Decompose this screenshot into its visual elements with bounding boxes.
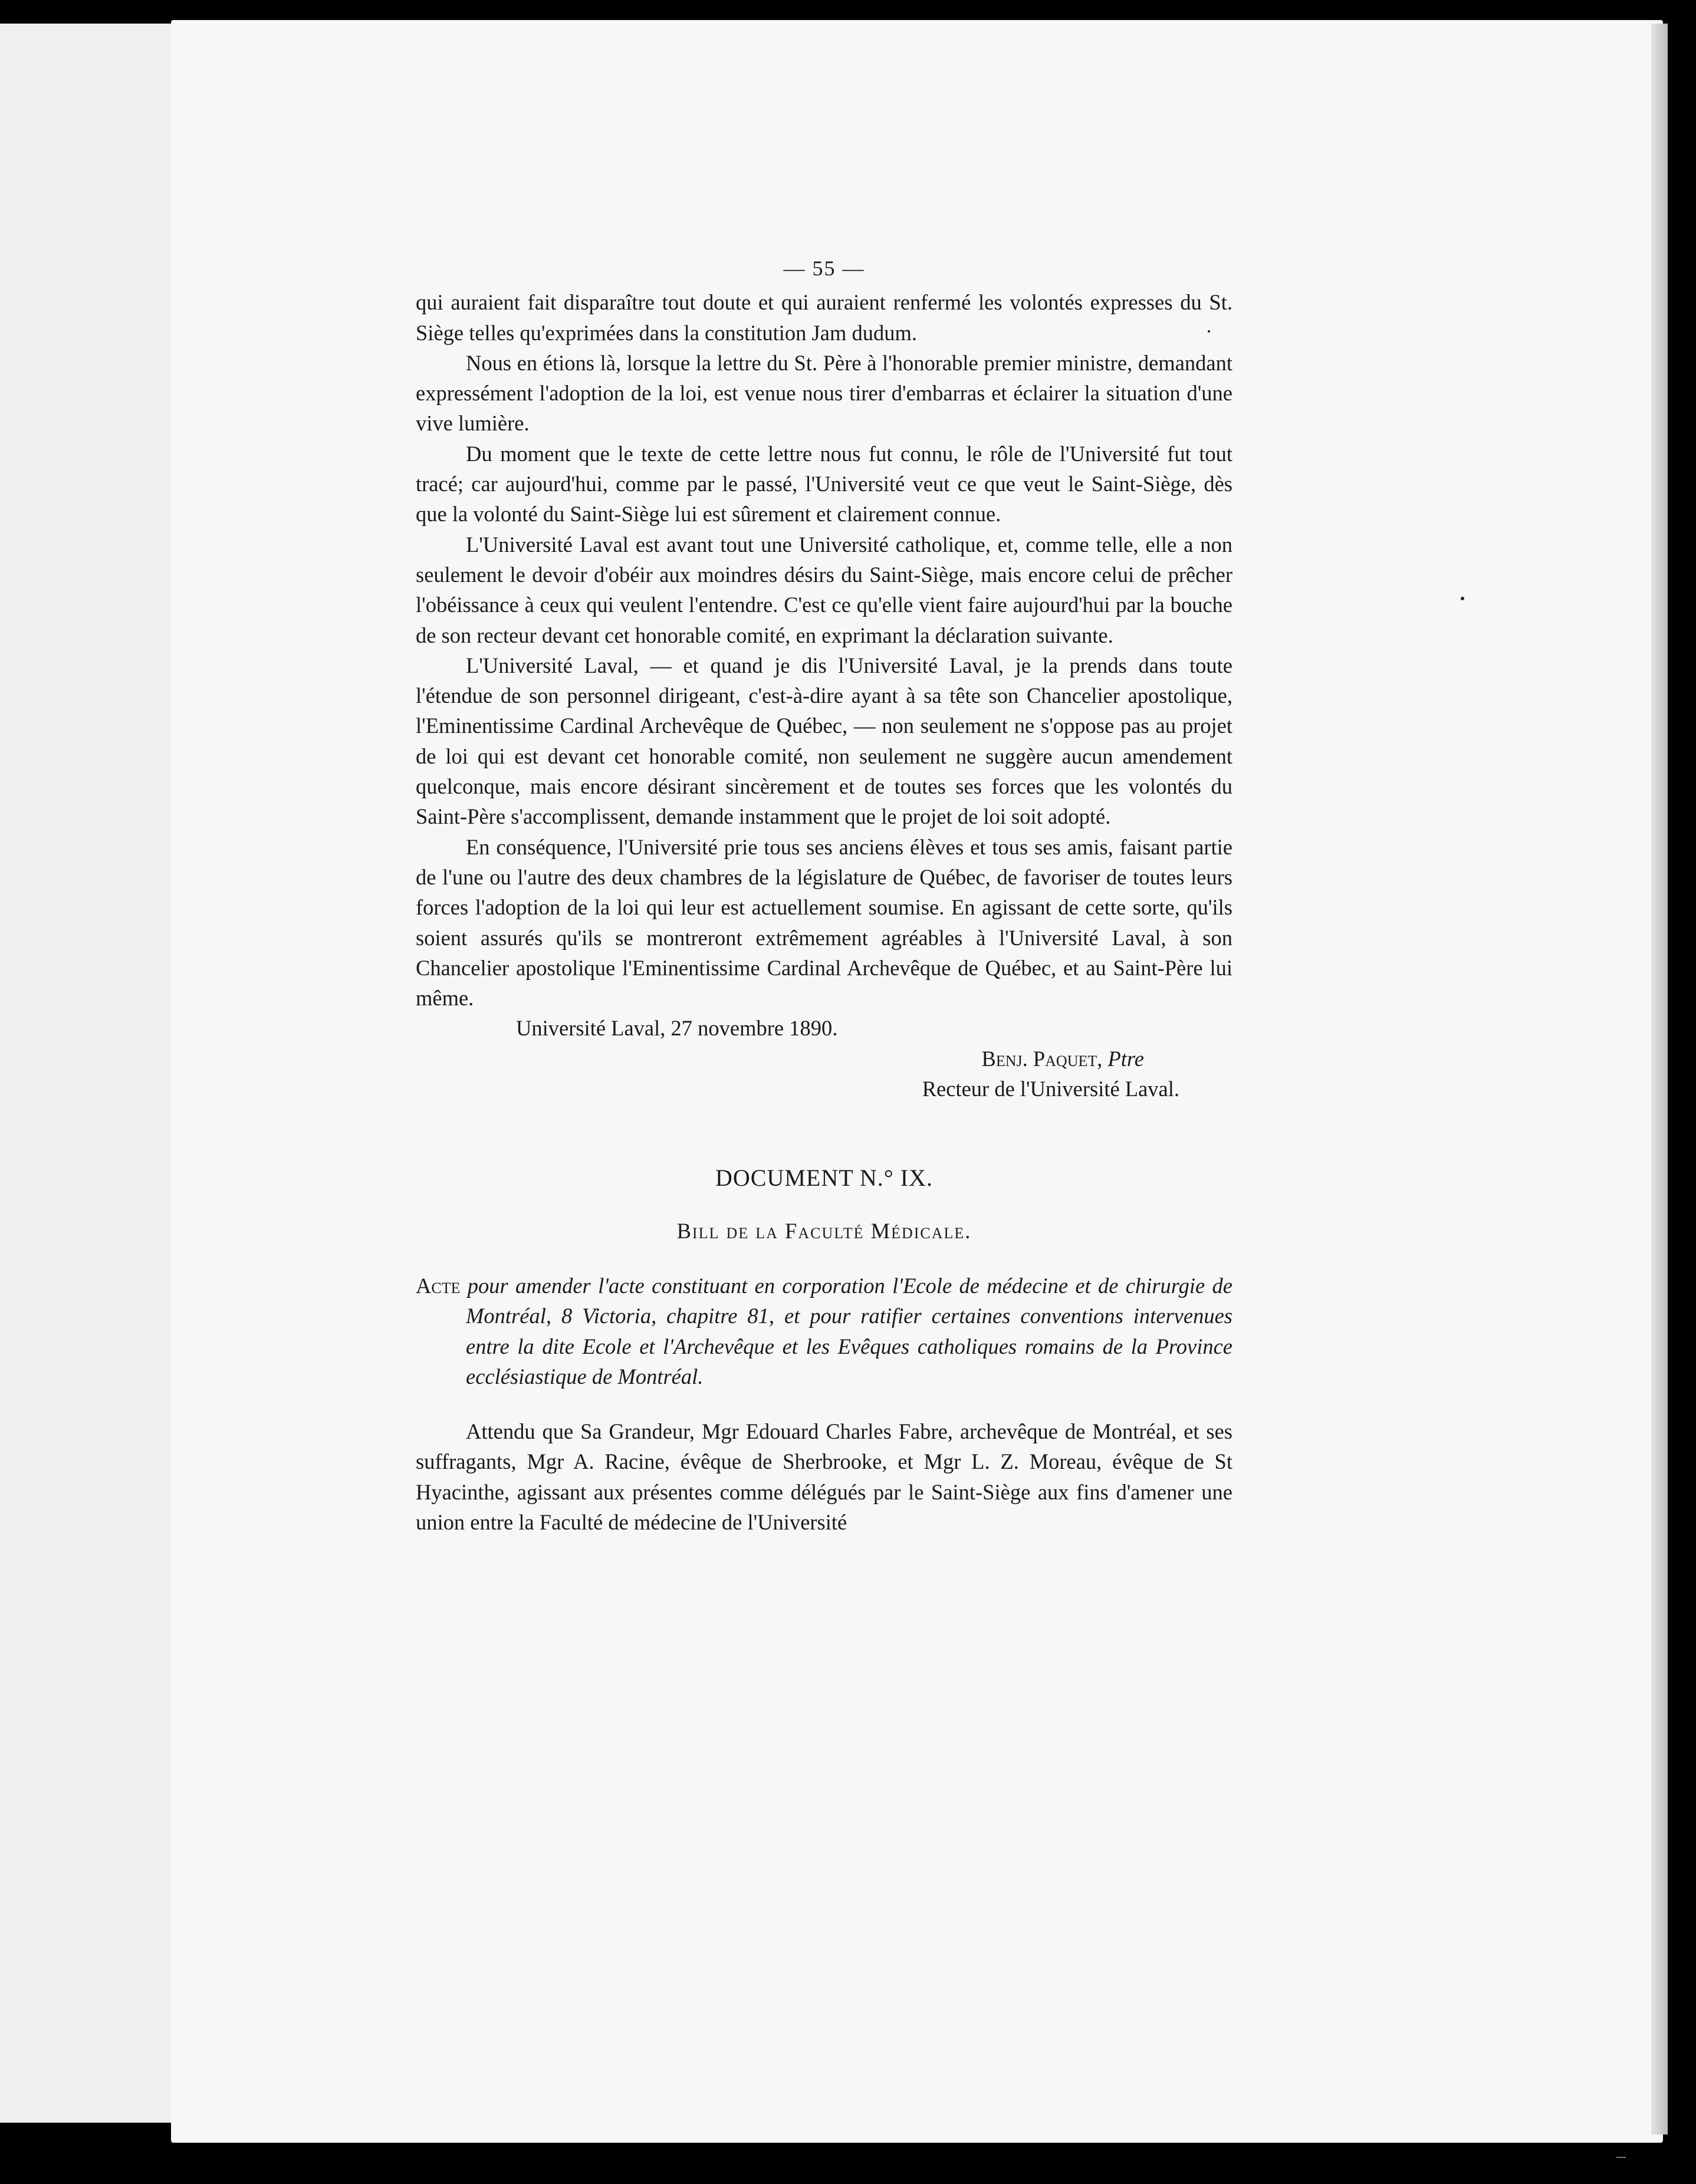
signature-suffix: Ptre bbox=[1107, 1046, 1144, 1071]
acte-text: pour amender l'acte constituant en corporation l'Ecole de médecine et de chirurgie de Montréal, 8 Victoria, chapitre 81, et pour ratifier certaines conventions intervenues entre la dite Ecole et l'Archevêque et les Evêques catholiques romains de la Province ecclésiastique de Montréal. bbox=[466, 1273, 1232, 1389]
dust-speck bbox=[1461, 597, 1464, 600]
acte-paragraph bbox=[416, 1271, 1232, 1392]
acte-label: Acte bbox=[416, 1273, 461, 1298]
bill-title: Bill de la Faculté Médicale. bbox=[676, 1218, 972, 1243]
paragraph-lettre: Nous en étions là, lorsque la lettre du St. Père à l'honorable premier ministre, demandant expressément l'adoption de la loi, est venue nous tirer d'embarras et éclairer la situation d'une vive lumière. bbox=[416, 350, 1232, 436]
paragraph-catholique: L'Université Laval est avant tout une Université catholique, et, comme telle, elle a non seulement le devoir d'obéir aux moindres désirs du Saint-Siège, mais encore celui de prêcher l'obéissance à ceux qui veulent l'entendre. C'est ce qu'elle vient faire aujourd'hui par la bouche de son recteur devant cet honorable comité, en exprimant la déclaration suivante. bbox=[416, 532, 1232, 647]
date-line: Université Laval, 27 novembre 1890. bbox=[516, 1016, 838, 1041]
paragraph-continuation: qui auraient fait disparaître tout doute et qui auraient renfermé les volontés expresses du St. Siège telles qu'exprimées dans la constitution Jam dudum. bbox=[416, 290, 1232, 345]
page-text-block bbox=[416, 254, 1232, 1537]
left-page-edge bbox=[0, 24, 177, 2123]
paragraph-role: Du moment que le texte de cette lettre nous fut connu, le rôle de l'Université fut tout tracé; car aujourd'hui, comme par le passé, l'Université veut ce que veut le Saint-Siège, dès que la volonté du Saint-Siège lui est sûrement et clairement connue. bbox=[416, 441, 1232, 527]
signature-name bbox=[416, 1044, 1232, 1074]
dust-speck bbox=[1208, 330, 1210, 333]
signature-title: Recteur de l'Université Laval. bbox=[922, 1077, 1179, 1101]
signature-name-text: Benj. Paquet, bbox=[981, 1046, 1103, 1071]
document-title: DOCUMENT N.° IX. bbox=[715, 1165, 934, 1192]
right-page-edge bbox=[1651, 24, 1668, 2134]
paragraph-consequence: En conséquence, l'Université prie tous ses anciens élèves et tous ses amis, faisant partie de l'une ou l'autre des deux chambres de la législature de Québec, de favoriser de toutes leurs forces l'adoption de la loi qui leur est actuellement soumise. En agissant de cette sorte, qu'ils soient assurés qu'ils se montreront extrêmement agréables à l'Université Laval, à son Chancelier apostolique l'Eminentissime Cardinal Archevêque de Québec, et au Saint-Père lui même. bbox=[416, 834, 1232, 1011]
paragraph-declaration: L'Université Laval, — et quand je dis l'Université Laval, je la prends dans toute l'étendue de son personnel dirigeant, c'est-à-dire ayant à sa tête son Chancelier apostolique, l'Eminentissime Cardinal Archevêque de Québec, — non seulement ne s'oppose pas au projet de loi qui est devant cet honorable comité, non seulement ne suggère aucun amendement quelconque, mais encore désirant sincèrement et de toutes ses forces que les volontés du Saint-Père s'accomplissent, demande instamment que le projet de loi soit adopté. bbox=[416, 653, 1232, 829]
attendu-paragraph: Attendu que Sa Grandeur, Mgr Edouard Charles Fabre, archevêque de Montréal, et ses suffragants, Mgr A. Racine, évêque de Sherbrooke, et Mgr L. Z. Moreau, évêque de St Hyacinthe, agissant aux présentes comme délégués par le Saint-Siège aux fins d'amener une union entre la Faculté de médecine de l'Université bbox=[416, 1419, 1232, 1534]
page-number: — 55 — bbox=[783, 256, 865, 280]
corner-mark: — bbox=[1616, 2151, 1626, 2163]
